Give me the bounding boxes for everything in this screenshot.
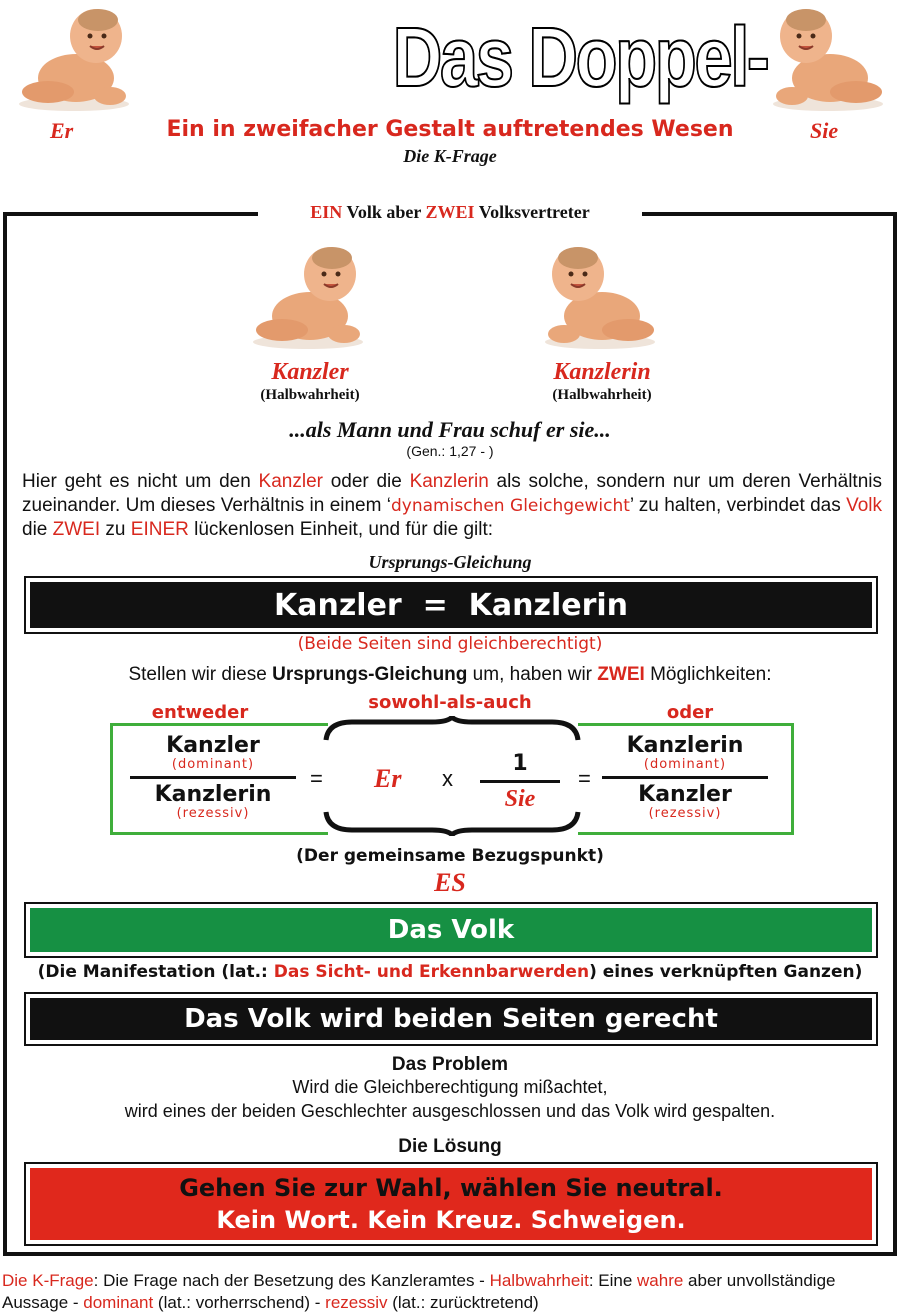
- caption-vertreter: Volksvertreter: [474, 202, 590, 222]
- right-fraction-bottom-sub: (rezessiv): [648, 806, 722, 821]
- left-fraction-bottom: Kanzlerin: [154, 782, 272, 807]
- solution-heading: Die Lösung: [398, 1136, 502, 1157]
- baby-illustration-left: [12, 4, 134, 116]
- solution-bar-fill: [30, 1168, 872, 1240]
- manifest-highlight: Das Sicht- und Erkennbarwerden: [273, 962, 590, 982]
- equals-left: =: [310, 766, 323, 791]
- baby-kanzlerin: [534, 242, 664, 354]
- left-fraction-top-sub: (dominant): [171, 757, 255, 772]
- page-title: Das Doppel-: [326, 2, 770, 112]
- middle-fraction-line: [480, 780, 560, 783]
- manifest-text-2: ) eines verknüpften Ganzen): [589, 962, 863, 982]
- intro-kanzlerin: Kanzlerin: [409, 471, 489, 492]
- equation-text: Kanzler = Kanzlerin: [273, 587, 629, 623]
- intro-text-1: Hier geht es nicht um den: [22, 471, 259, 492]
- formula-es: ES: [434, 868, 466, 897]
- manifestation-text: [10, 962, 890, 982]
- formula-er: Er: [374, 764, 402, 793]
- kfrage-heading: Die K-Frage: [403, 146, 497, 166]
- right-fraction-top: Kanzlerin: [626, 733, 744, 758]
- footer-text-4: (lat.: vorherrschend) -: [153, 1293, 326, 1312]
- intro-paragraph: [22, 470, 882, 542]
- footer-halbwahrheit: Halbwahrheit: [489, 1271, 589, 1290]
- frame-caption: [258, 199, 642, 225]
- solution-bar: [24, 1162, 878, 1246]
- label-sowohl-als-auch: sowohl-als-auch: [368, 692, 532, 713]
- footer-text-3: aber unvollständige Aussage -: [2, 1271, 836, 1312]
- gerecht-bar-text: Das Volk wird beiden Seiten gerecht: [184, 1004, 718, 1034]
- intro-zwei: ZWEI: [52, 519, 101, 540]
- figure-kanzler-note: (Halbwahrheit): [260, 387, 360, 403]
- footer-wahre: wahre: [637, 1271, 684, 1290]
- intro-gleichgewicht: dynamischen Gleichgewicht: [391, 496, 630, 516]
- top-brace-icon: [322, 716, 582, 742]
- figure-kanzler-name: Kanzler: [271, 359, 349, 385]
- bottom-brace-icon: [322, 810, 582, 836]
- poss-text-2: um, haben wir: [467, 664, 598, 685]
- label-oder: oder: [666, 702, 714, 723]
- footer-glossary: [2, 1270, 898, 1313]
- problem-line-2: wird eines der beiden Geschlechter ausgeschlossen und das Volk wird gespalten.: [124, 1101, 776, 1121]
- right-fraction-line: [602, 776, 768, 779]
- caption-ein: EIN: [310, 202, 343, 222]
- left-fraction: [130, 734, 296, 821]
- baby-illustration-right: [764, 4, 890, 116]
- left-fraction-bottom-sub: (rezessiv): [176, 806, 250, 821]
- intro-volk: Volk: [846, 495, 882, 516]
- subtitle: Ein in zweifacher Gestalt auftretendes Wesen: [166, 117, 734, 142]
- equation-bar: [24, 576, 878, 634]
- footer-text-1: : Die Frage nach der Besetzung des Kanzleramtes -: [93, 1271, 490, 1290]
- poss-gleichung: Ursprungs-Gleichung: [272, 664, 468, 685]
- volk-bar: [24, 902, 878, 958]
- solution-line-1: Gehen Sie zur Wahl, wählen Sie neutral.: [179, 1174, 723, 1202]
- volk-bar-text: Das Volk: [387, 915, 515, 945]
- intro-kanzler: Kanzler: [258, 471, 323, 492]
- manifest-text-1: (Die Manifestation (lat.:: [37, 962, 274, 982]
- intro-text-3: als solche, sondern nur um deren Verhältnis zueinander. Um dieses Verhältnis in einem ‘: [22, 471, 882, 516]
- intro-text-2: oder die: [322, 471, 410, 492]
- middle-fraction-sie: Sie: [504, 786, 536, 812]
- label-er-text: Er: [50, 118, 74, 143]
- caption-volk: Volk aber: [342, 202, 426, 222]
- footer-text-5: (lat.: zurücktretend): [387, 1293, 539, 1312]
- genesis-quote: ...als Mann und Frau schuf er sie...: [289, 417, 611, 442]
- label-entweder: entweder: [151, 702, 249, 723]
- label-sie-text: Sie: [810, 118, 839, 143]
- problem-line-1: Wird die Gleichberechtigung mißachtet,: [292, 1077, 608, 1097]
- problem-heading: Das Problem: [391, 1054, 509, 1075]
- equals-right: =: [578, 766, 591, 791]
- left-fraction-top: Kanzler: [166, 733, 260, 758]
- equation-bar-fill: [30, 582, 872, 628]
- intro-text-7: lückenlosen Einheit, und für die gilt:: [188, 519, 494, 540]
- reference-point: (Der gemeinsame Bezugspunkt): [296, 846, 604, 866]
- left-fraction-line: [130, 776, 296, 779]
- volk-bar-fill: [30, 908, 872, 952]
- intro-einer: EINER: [130, 519, 189, 540]
- right-fraction: [602, 734, 768, 821]
- equation-heading: Ursprungs-Gleichung: [368, 552, 532, 572]
- footer-dominant: dominant: [83, 1293, 154, 1312]
- poss-text-3: Möglichkeiten:: [644, 664, 772, 685]
- poss-zwei: ZWEI: [597, 664, 645, 685]
- genesis-reference: (Gen.: 1,27 - ): [406, 443, 494, 459]
- label-sie: [810, 118, 838, 144]
- footer-kfrage: Die K-Frage: [2, 1271, 94, 1290]
- right-fraction-top-sub: (dominant): [643, 757, 727, 772]
- caption-zwei: ZWEI: [425, 202, 475, 222]
- right-fraction-bottom: Kanzler: [638, 782, 732, 807]
- possibilities-text: [30, 664, 870, 686]
- middle-fraction-one: 1: [512, 751, 528, 776]
- gerecht-bar-fill: [30, 998, 872, 1040]
- solution-line-2: Kein Wort. Kein Kreuz. Schweigen.: [216, 1206, 686, 1234]
- gerecht-bar: [24, 992, 878, 1046]
- intro-text-6: zu: [100, 519, 131, 540]
- footer-rezessiv: rezessiv: [325, 1293, 388, 1312]
- intro-text-5: die: [22, 519, 53, 540]
- baby-kanzler: [246, 242, 368, 354]
- formula-times: x: [442, 766, 453, 791]
- equation-note: (Beide Seiten sind gleichberechtigt): [297, 634, 603, 654]
- middle-fraction: [480, 752, 560, 811]
- label-er: [50, 118, 73, 144]
- footer-text-2: : Eine: [588, 1271, 638, 1290]
- title-container: [130, 0, 770, 112]
- intro-text-4: ’ zu halten, verbindet das: [629, 495, 847, 516]
- figure-kanzlerin-note: (Halbwahrheit): [552, 387, 652, 403]
- figure-kanzlerin-name: Kanzlerin: [553, 359, 651, 385]
- poss-text-1: Stellen wir diese: [128, 664, 273, 685]
